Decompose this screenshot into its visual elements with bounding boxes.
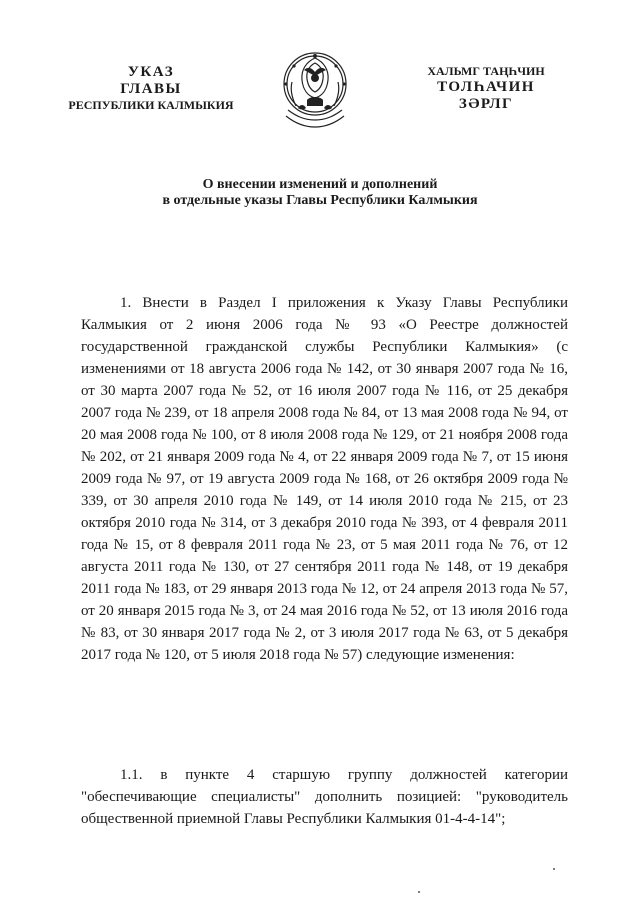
title-line-2: в отдельные указы Главы Республики Калмыкия	[162, 193, 478, 208]
title-line-1: О внесении изменений и дополнений	[202, 177, 438, 192]
header-left-block	[62, 64, 240, 113]
paragraph-1-1: 1.1. в пункте 4 старшую группу должностей категории "обеспечивающие специалисты" дополнить позицией: "руководитель общественной приемной Главы Республики Калмыкия 01-4-4-14";	[81, 767, 568, 827]
paragraph-1: 1. Внести в Раздел I приложения к Указу Главы Республики Калмыкия от 2 июня 2006 года № 93 «О Реестре должностей государственной гражданской службы Республики Калмыкия» (с изменениями от 18 августа 2006 года № 142, от 30 января 2007 года № 16, от 30 марта 2007 года № 52, от 16 июля 2007 года № 116, от 25 декабря 2007 года № 239, от 18 апреля 2008 года № 84, от 13 мая 2008 года № 94, от 20 мая 2008 года № 100, от 8 июля 2008 года № 129, от 21 ноября 2008 года № 202, от 21 января 2009 года № 4, от 22 января 2009 года № 7, от 15 июня 2009 года № 97, от 19 августа 2009 года № 168, от 26 октября 2009 года № 339, от 30 апреля 2010 года № 149, от 14 июля 2010 года № 215, от 23 октября 2010 года № 314, от 3 декабря 2010 года № 393, от 4 февраля 2011 года № 15, от 8 февраля 2011 года № 23, от 5 мая 2011 года № 76, от 12 августа 2011 года № 130, от 27 сентября 2011 года № 148, от 19 декабря 2011 года № 183, от 29 января 2013 года № 12, от 24 апреля 2013 года № 57, от 20 января 2015 года № 3, от 24 мая 2016 года № 52, от 13 июля 2016 года № 83, от 30 января 2017 года № 2, от 3 июля 2017 года № 63, от 5 декабря 2017 года № 120, от 5 июля 2018 года № 57) следующие изменения:	[81, 295, 568, 663]
scan-speck	[553, 868, 555, 870]
kalmyk-republic-label: ХАЛЬМГ ТАҢҺЧИН	[427, 64, 545, 78]
head-label: ГЛАВЫ	[120, 81, 182, 97]
decree-label: УКАЗ	[127, 64, 175, 80]
kalmyk-decree-label: ЗӘРЛГ	[458, 96, 514, 112]
kalmykia-coat-of-arms-icon	[274, 46, 356, 130]
document-title	[120, 177, 520, 209]
republic-label: РЕСПУБЛИКИ КАЛМЫКИЯ	[68, 98, 234, 112]
kalmyk-head-label: ТОЛҺАЧИН	[437, 79, 535, 95]
scan-speck	[418, 891, 420, 893]
header-right-block	[396, 64, 576, 113]
